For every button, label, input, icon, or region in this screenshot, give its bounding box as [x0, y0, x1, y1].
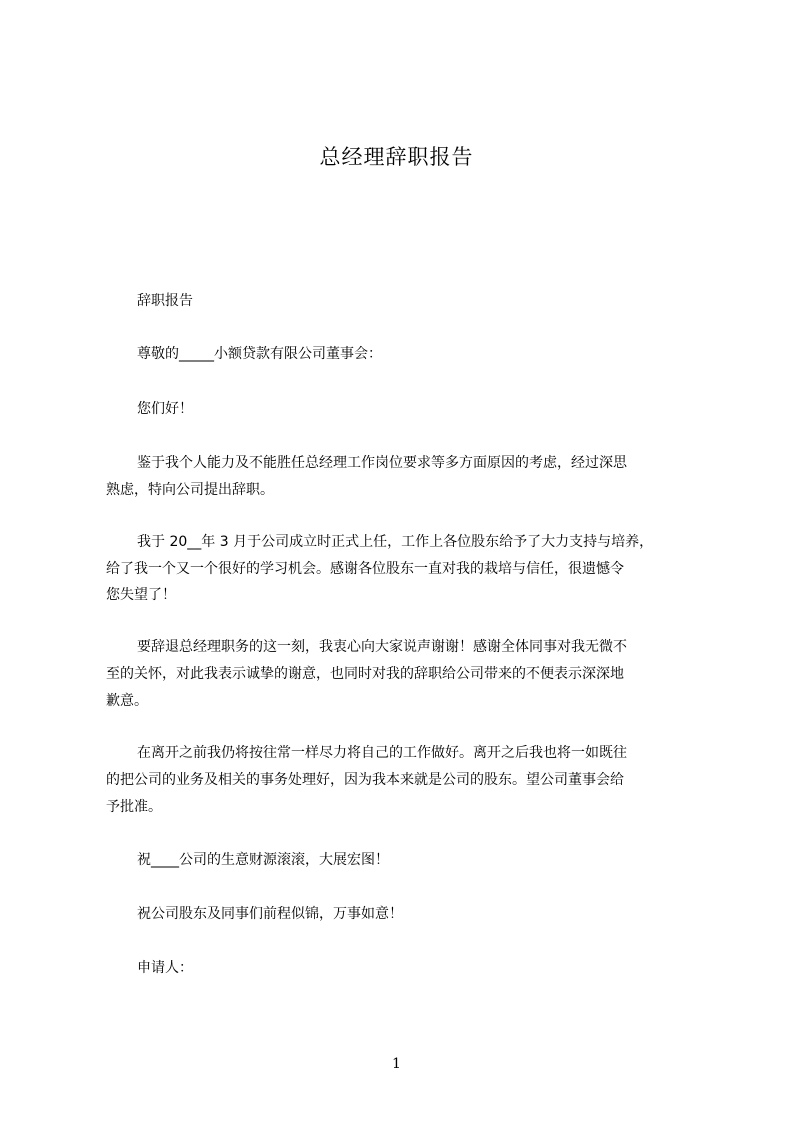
body-paragraph-3-line-1: 要辞退总经理职务的这一刻，我衷心向大家说声谢谢！感谢全体同事对我无微不 [137, 639, 627, 655]
wish-company: 祝____公司的生意财源滚滚，大展宏图！ [137, 852, 389, 868]
body-paragraph-4-line-2: 的把公司的业务及相关的事务处理好，因为我本来就是公司的股东。望公司董事会给 [106, 772, 624, 788]
body-paragraph-1-line-2: 熟虑，特向公司提出辞职。 [106, 482, 274, 498]
body-paragraph-4-line-1: 在离开之前我仍将按往常一样尽力将自己的工作做好。离开之后我也将一如既往 [137, 745, 627, 761]
body-paragraph-1-line-1: 鉴于我个人能力及不能胜任总经理工作岗位要求等多方面原因的考虑，经过深思 [137, 455, 627, 471]
page-number: 1 [392, 1056, 401, 1072]
applicant-label: 申请人： [137, 960, 193, 976]
body-paragraph-2-line-1: 我于 20__年 3 月于公司成立时正式上任，工作上各位股东给予了大力支持与培养， [137, 534, 654, 550]
greeting: 您们好！ [137, 401, 193, 417]
body-paragraph-3-line-2: 至的关怀，对此我表示诚挚的谢意，也同时对我的辞职给公司带来的不便表示深深地 [106, 666, 624, 682]
wish-colleagues: 祝公司股东及同事们前程似锦，万事如意！ [137, 906, 403, 922]
heading-label: 辞职报告 [137, 293, 193, 309]
body-paragraph-2-line-3: 您失望了！ [106, 587, 176, 603]
body-paragraph-3-line-3: 歉意。 [106, 693, 148, 709]
salutation: 尊敬的_____小额贷款有限公司董事会： [137, 346, 382, 362]
body-paragraph-4-line-3: 予批准。 [106, 799, 162, 815]
document-title: 总经理辞职报告 [319, 145, 474, 169]
body-paragraph-2-line-2: 给了我一个又一个很好的学习机会。感谢各位股东一直对我的栽培与信任，很遗憾令 [106, 561, 624, 577]
